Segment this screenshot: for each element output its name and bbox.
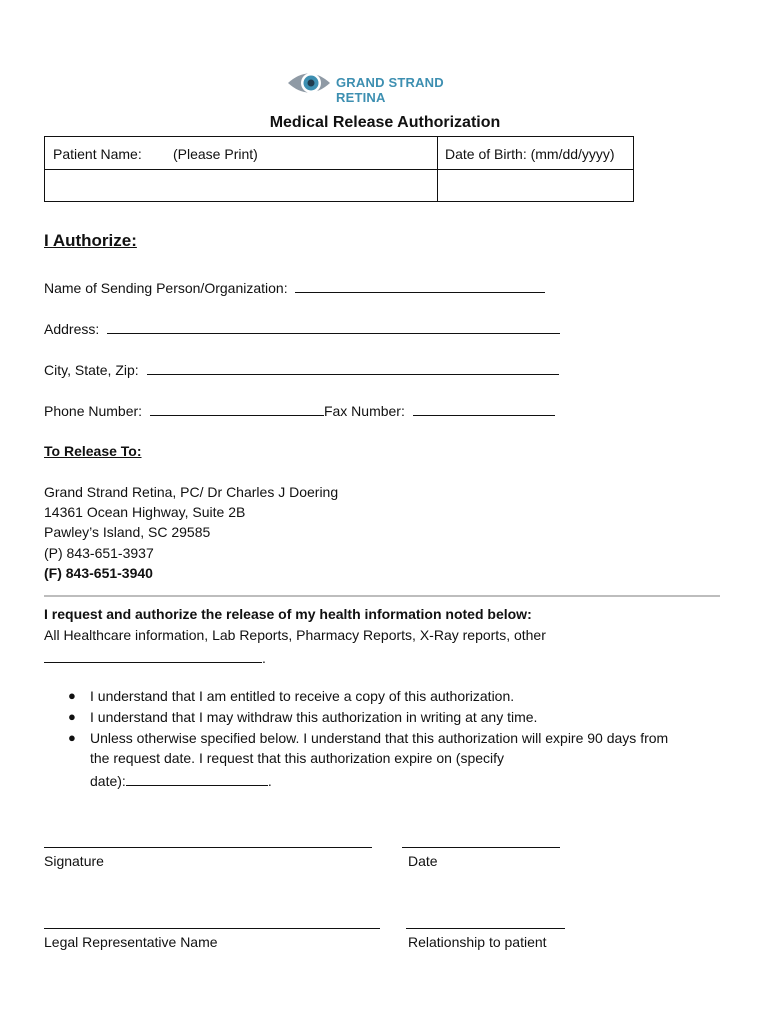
request-heading: I request and authorize the release of my health information noted below: <box>44 606 532 622</box>
date-label: Date <box>408 853 438 869</box>
city-field[interactable] <box>147 360 559 375</box>
please-print-label: (Please Print) <box>173 146 258 162</box>
phone-field[interactable] <box>150 401 324 416</box>
request-other-row <box>44 648 266 667</box>
expiry-date-end: . <box>267 773 272 789</box>
signature-label: Signature <box>44 853 104 869</box>
signature-line[interactable] <box>44 847 372 848</box>
city-label: City, State, Zip: <box>44 362 139 378</box>
phone-fax-row <box>44 401 555 420</box>
expiry-date-field[interactable] <box>126 771 268 786</box>
address-row <box>44 319 560 338</box>
rep-name-line[interactable] <box>44 928 380 929</box>
logo-text: GRAND STRAND RETINA <box>336 75 444 105</box>
release-to-line: 14361 Ocean Highway, Suite 2B <box>44 504 246 520</box>
bullet-item-cont: the request date. I request that this authorization expire on (specify <box>90 750 505 766</box>
authorize-heading: I Authorize: <box>44 231 137 250</box>
bullet-item: I understand that I am entitled to receive a copy of this authorization. <box>90 688 515 704</box>
eye-icon <box>286 68 332 98</box>
release-to-phone: (P) 843-651-3937 <box>44 545 154 561</box>
sender-label: Name of Sending Person/Organization: <box>44 280 288 296</box>
bullet-icon: ● <box>68 688 76 703</box>
address-label: Address: <box>44 321 100 337</box>
patient-info-table <box>44 136 634 202</box>
relationship-label: Relationship to patient <box>408 934 547 950</box>
request-info-end: . <box>262 650 266 666</box>
sender-field[interactable] <box>295 278 545 293</box>
fax-field[interactable] <box>413 401 555 416</box>
date-of-birth-label: Date of Birth: (mm/dd/yyyy) <box>445 146 615 162</box>
expiry-date-label: date): <box>90 773 126 789</box>
release-to-line: Pawley’s Island, SC 29585 <box>44 524 211 540</box>
release-to-line: Grand Strand Retina, PC/ Dr Charles J Doering <box>44 484 339 500</box>
expiry-date-row <box>90 771 272 790</box>
patient-name-field[interactable] <box>46 171 435 201</box>
date-line[interactable] <box>402 847 560 848</box>
bullet-icon: ● <box>68 730 76 745</box>
date-of-birth-field[interactable] <box>439 171 633 201</box>
sender-row <box>44 278 545 297</box>
bullet-item: I understand that I may withdraw this authorization in writing at any time. <box>90 709 538 725</box>
phone-label: Phone Number: <box>44 403 143 419</box>
fax-label: Fax Number: <box>323 403 405 419</box>
rep-name-label: Legal Representative Name <box>44 934 218 950</box>
section-divider <box>44 595 720 597</box>
bullet-icon: ● <box>68 709 76 724</box>
release-to-heading: To Release To: <box>44 443 142 459</box>
request-info: All Healthcare information, Lab Reports, Pharmacy Reports, X-Ray reports, other <box>44 627 546 643</box>
relationship-line[interactable] <box>406 928 565 929</box>
bullet-item: Unless otherwise specified below. I understand that this authorization will expire 90 days from <box>90 730 669 746</box>
address-field[interactable] <box>107 319 560 334</box>
release-to-fax: (F) 843-651-3940 <box>44 565 153 581</box>
other-info-field[interactable] <box>44 648 262 663</box>
city-row <box>44 360 559 379</box>
patient-name-label: Patient Name: <box>53 146 142 162</box>
grand-strand-retina-logo <box>286 68 496 105</box>
page-title: Medical Release Authorization <box>269 114 501 131</box>
